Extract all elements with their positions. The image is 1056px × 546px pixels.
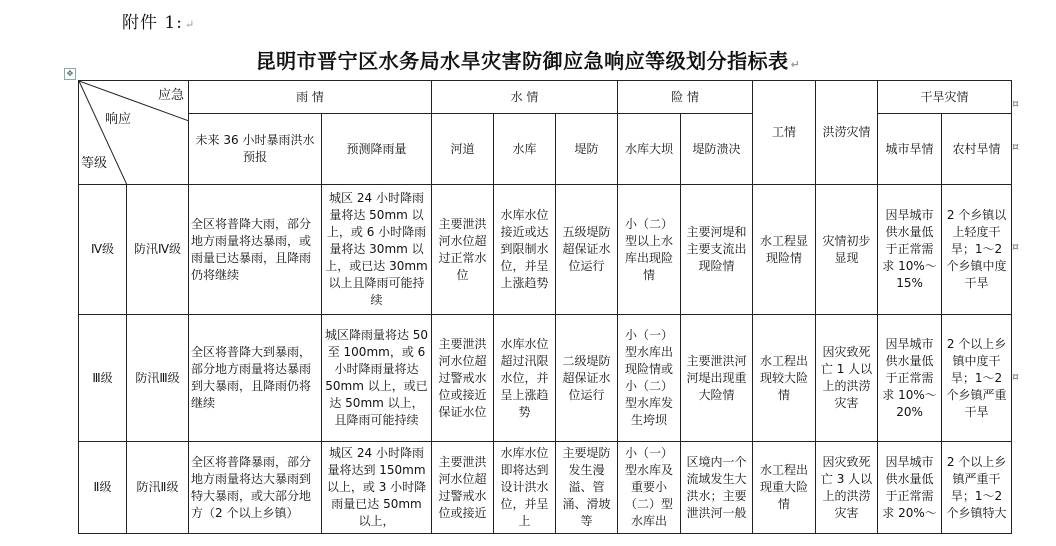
row-level: Ⅳ级 — [79, 185, 127, 315]
row-predict: 城区 24 小时降雨量将达到 150mm 以上，或 3 小时降雨量已达 50mm 以上， — [322, 442, 432, 534]
row-levee: 二级堤防超保证水位运行 — [556, 315, 618, 442]
row-predict: 城区 24 小时降雨量将达 50mm 以上，或 6 小时降雨量将达 30mm 以上，或已达 30mm 以上且降雨可能持续 — [322, 185, 432, 315]
row-reservoir: 水库水位即将达到设计洪水位，并呈上 — [494, 442, 556, 534]
header-flood: 洪涝灾情 — [816, 81, 878, 185]
row-code: 防汛Ⅳ级 — [127, 185, 189, 315]
col-reservoir: 水库 — [494, 114, 556, 185]
row-forecast: 全区将普降大雨，部分地方雨量将达暴雨，或雨量已达暴雨，且降雨仍将继续 — [189, 185, 322, 315]
row-city: 因旱城市供水量低于正常需求 20%～ — [878, 442, 942, 534]
table-row — [79, 315, 1012, 442]
row-dam: 小（二）型以上水库出现险情 — [618, 185, 681, 315]
row-river: 主要泄洪河水位超过警戒水位或接近 — [432, 442, 494, 534]
row-end-mark: ¤ — [1012, 240, 1019, 253]
table-row — [79, 185, 1012, 315]
col-predict: 预测降雨量 — [322, 114, 432, 185]
header-drought: 干旱灾情 — [878, 81, 1012, 114]
row-levee: 五级堤防超保证水位运行 — [556, 185, 618, 315]
col-city: 城市旱情 — [878, 114, 942, 185]
row-level: Ⅱ级 — [79, 442, 127, 534]
row-river: 主要泄洪河水位超过正常水位 — [432, 185, 494, 315]
col-rural: 农村旱情 — [942, 114, 1012, 185]
annex-label: 附件 1: ↵ — [122, 13, 196, 33]
row-rural: 2 个乡镇以上轻度干旱；1～2 个乡镇中度干旱 — [942, 185, 1012, 315]
row-breach: 主要泄洪河河堤出现重大险情 — [681, 315, 753, 442]
col-levee: 堤防 — [556, 114, 618, 185]
header-rain: 雨 情 — [189, 81, 432, 114]
corner-label-top: 应急 — [157, 88, 184, 103]
header-work: 工情 — [753, 81, 816, 185]
row-flood: 因灾致死亡 3 人以上的洪涝灾害 — [816, 442, 878, 534]
row-work: 水工程显现险情 — [753, 185, 816, 315]
table-move-handle-icon[interactable]: ✥ — [64, 68, 76, 80]
row-flood: 灾情初步显现 — [816, 185, 878, 315]
corner-label-mid: 响应 — [105, 112, 132, 127]
row-end-mark: ¤ — [1012, 97, 1019, 110]
row-levee: 主要堤防发生漫溢、管涌、滑坡等 — [556, 442, 618, 534]
header-corner-cell — [79, 81, 189, 185]
row-rural: 2 个以上乡镇严重干旱；1～2 个乡镇特大 — [942, 442, 1012, 534]
row-code: 防汛Ⅱ级 — [127, 442, 189, 534]
col-dam: 水库大坝 — [618, 114, 681, 185]
row-breach: 区境内一个流域发生大洪水；主要泄洪河一般 — [681, 442, 753, 534]
header-water: 水 情 — [432, 81, 618, 114]
col-river: 河道 — [432, 114, 494, 185]
row-reservoir: 水库水位接近或达到限制水位，并呈上涨趋势 — [494, 185, 556, 315]
row-dam: 小（一）型水库出现险情或小（二）型水库发生垮坝 — [618, 315, 681, 442]
row-forecast: 全区将普降暴雨，部分地方雨量将达大暴雨到特大暴雨，或大部分地方（2 个以上乡镇） — [189, 442, 322, 534]
col-forecast: 未来 36 小时暴雨洪水预报 — [189, 114, 322, 185]
response-level-table — [78, 80, 1012, 534]
row-breach: 主要河堤和主要支流出现险情 — [681, 185, 753, 315]
row-forecast: 全区将普降大到暴雨，部分地方雨量将达暴雨到大暴雨，且降雨仍将继续 — [189, 315, 322, 442]
row-city: 因旱城市供水量低于正常需求 10%～20% — [878, 315, 942, 442]
row-reservoir: 水库水位超过汛限水位，并呈上涨趋势 — [494, 315, 556, 442]
page-title: 昆明市晋宁区水务局水旱灾害防御应急响应等级划分指标表 ↵ — [255, 49, 801, 73]
row-city: 因旱城市供水量低于正常需求 10%～15% — [878, 185, 942, 315]
row-predict: 城区降雨量将达 50 至 100mm，或 6 小时降雨量将达 50mm 以上，或已达 50mm 以上，且降雨可能持续 — [322, 315, 432, 442]
col-breach: 堤防溃决 — [681, 114, 753, 185]
table-row — [79, 442, 1012, 534]
row-end-mark: ¤ — [1012, 370, 1019, 383]
row-level: Ⅲ级 — [79, 315, 127, 442]
row-river: 主要泄洪河水位超过警戒水位或接近保证水位 — [432, 315, 494, 442]
row-work: 水工程出现较大险情 — [753, 315, 816, 442]
header-danger: 险 情 — [618, 81, 753, 114]
row-code: 防汛Ⅲ级 — [127, 315, 189, 442]
row-end-mark: ¤ — [1012, 140, 1019, 153]
row-dam: 小（一）型水库及重要小（二）型水库出 — [618, 442, 681, 534]
corner-label-bottom: 等级 — [81, 156, 108, 171]
row-work: 水工程出现重大险情 — [753, 442, 816, 534]
row-flood: 因灾致死亡 1 人以上的洪涝灾害 — [816, 315, 878, 442]
row-rural: 2 个以上乡镇中度干旱；1～2 个乡镇严重干旱 — [942, 315, 1012, 442]
